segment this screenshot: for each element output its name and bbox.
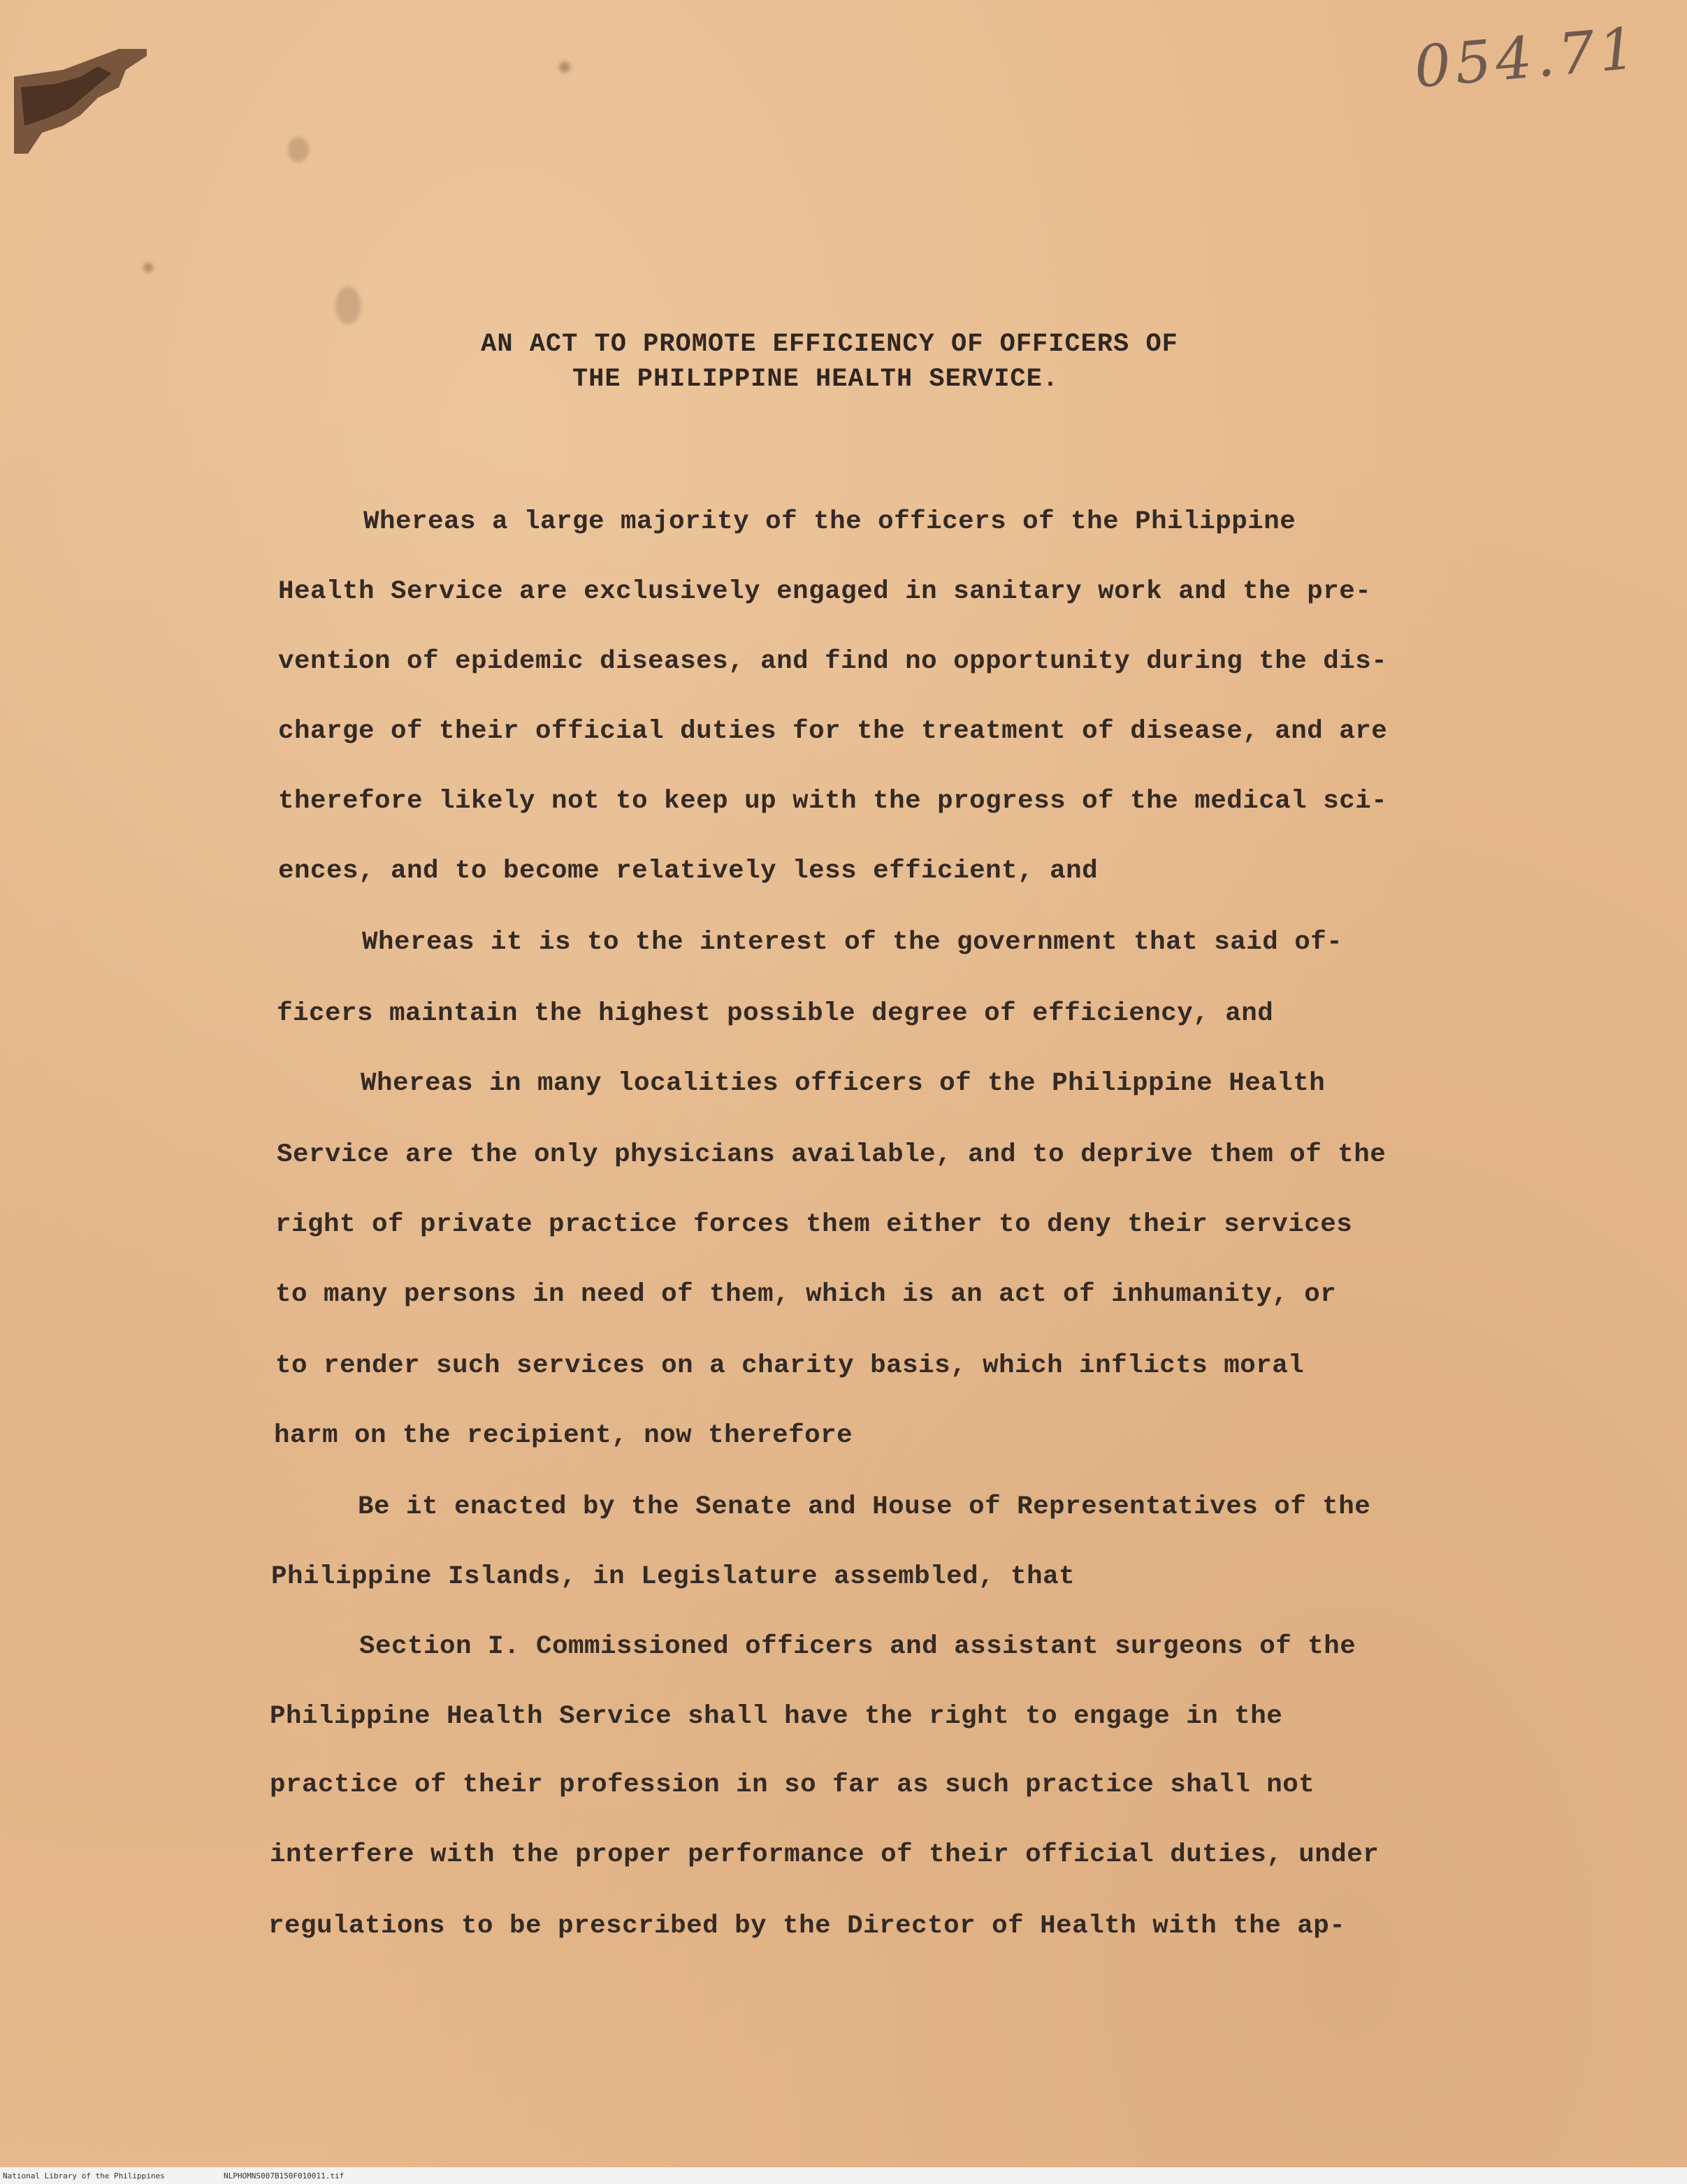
body-line: Section I. Commissioned officers and assistant surgeons of the: [359, 1632, 1356, 1661]
body-line: Service are the only physicians available, and to deprive them of the: [277, 1140, 1386, 1170]
body-line: vention of epidemic diseases, and find no opportunity during the dis-: [278, 647, 1388, 676]
stain-spot: [559, 61, 570, 73]
body-line: Philippine Health Service shall have the right to engage in the: [270, 1702, 1283, 1731]
document-title-line-2: THE PHILIPPINE HEALTH SERVICE.: [572, 365, 1059, 394]
body-line: harm on the recipient, now therefore: [274, 1421, 853, 1450]
body-line: regulations to be prescribed by the Director of Health with the ap-: [268, 1912, 1346, 1941]
body-line: to many persons in need of them, which is an act of inhumanity, or: [275, 1280, 1337, 1309]
body-line: Whereas it is to the interest of the government that said of-: [362, 928, 1343, 957]
body-line: Whereas in many localities officers of the Philippine Health: [361, 1069, 1326, 1098]
body-line: Be it enacted by the Senate and House of Representatives of the: [358, 1492, 1371, 1522]
scan-footer-library: National Library of the Philippines: [3, 2171, 165, 2181]
body-line: practice of their profession in so far as such practice shall not: [270, 1770, 1315, 1800]
handwritten-catalog-number: 054.71: [1412, 15, 1642, 101]
stain-spot: [143, 263, 153, 272]
scan-footer-filename: NLPHOMNS007B150F010011.tif: [224, 2171, 345, 2181]
body-line: to render such services on a charity basis, which inflicts moral: [275, 1351, 1305, 1381]
burn-mark-decoration: [14, 49, 147, 154]
body-line: Whereas a large majority of the officers of the Philippine: [363, 507, 1296, 537]
body-line: charge of their official duties for the treatment of disease, and are: [278, 717, 1388, 746]
document-title-line-1: AN ACT TO PROMOTE EFFICIENCY OF OFFICERS OF: [481, 330, 1178, 359]
body-line: right of private practice forces them either to deny their services: [275, 1210, 1353, 1239]
body-line: therefore likely not to keep up with the progress of the medical sci-: [278, 787, 1388, 816]
body-line: ences, and to become relatively less efficient, and: [278, 857, 1099, 886]
stain-spot: [288, 137, 309, 162]
body-line: Health Service are exclusively engaged in sanitary work and the pre-: [278, 577, 1372, 606]
body-line: interfere with the proper performance of their official duties, under: [270, 1840, 1380, 1870]
body-line: Philippine Islands, in Legislature assembled, that: [271, 1562, 1076, 1592]
body-line: ficers maintain the highest possible degree of efficiency, and: [277, 999, 1274, 1028]
stain-spot: [335, 286, 361, 324]
